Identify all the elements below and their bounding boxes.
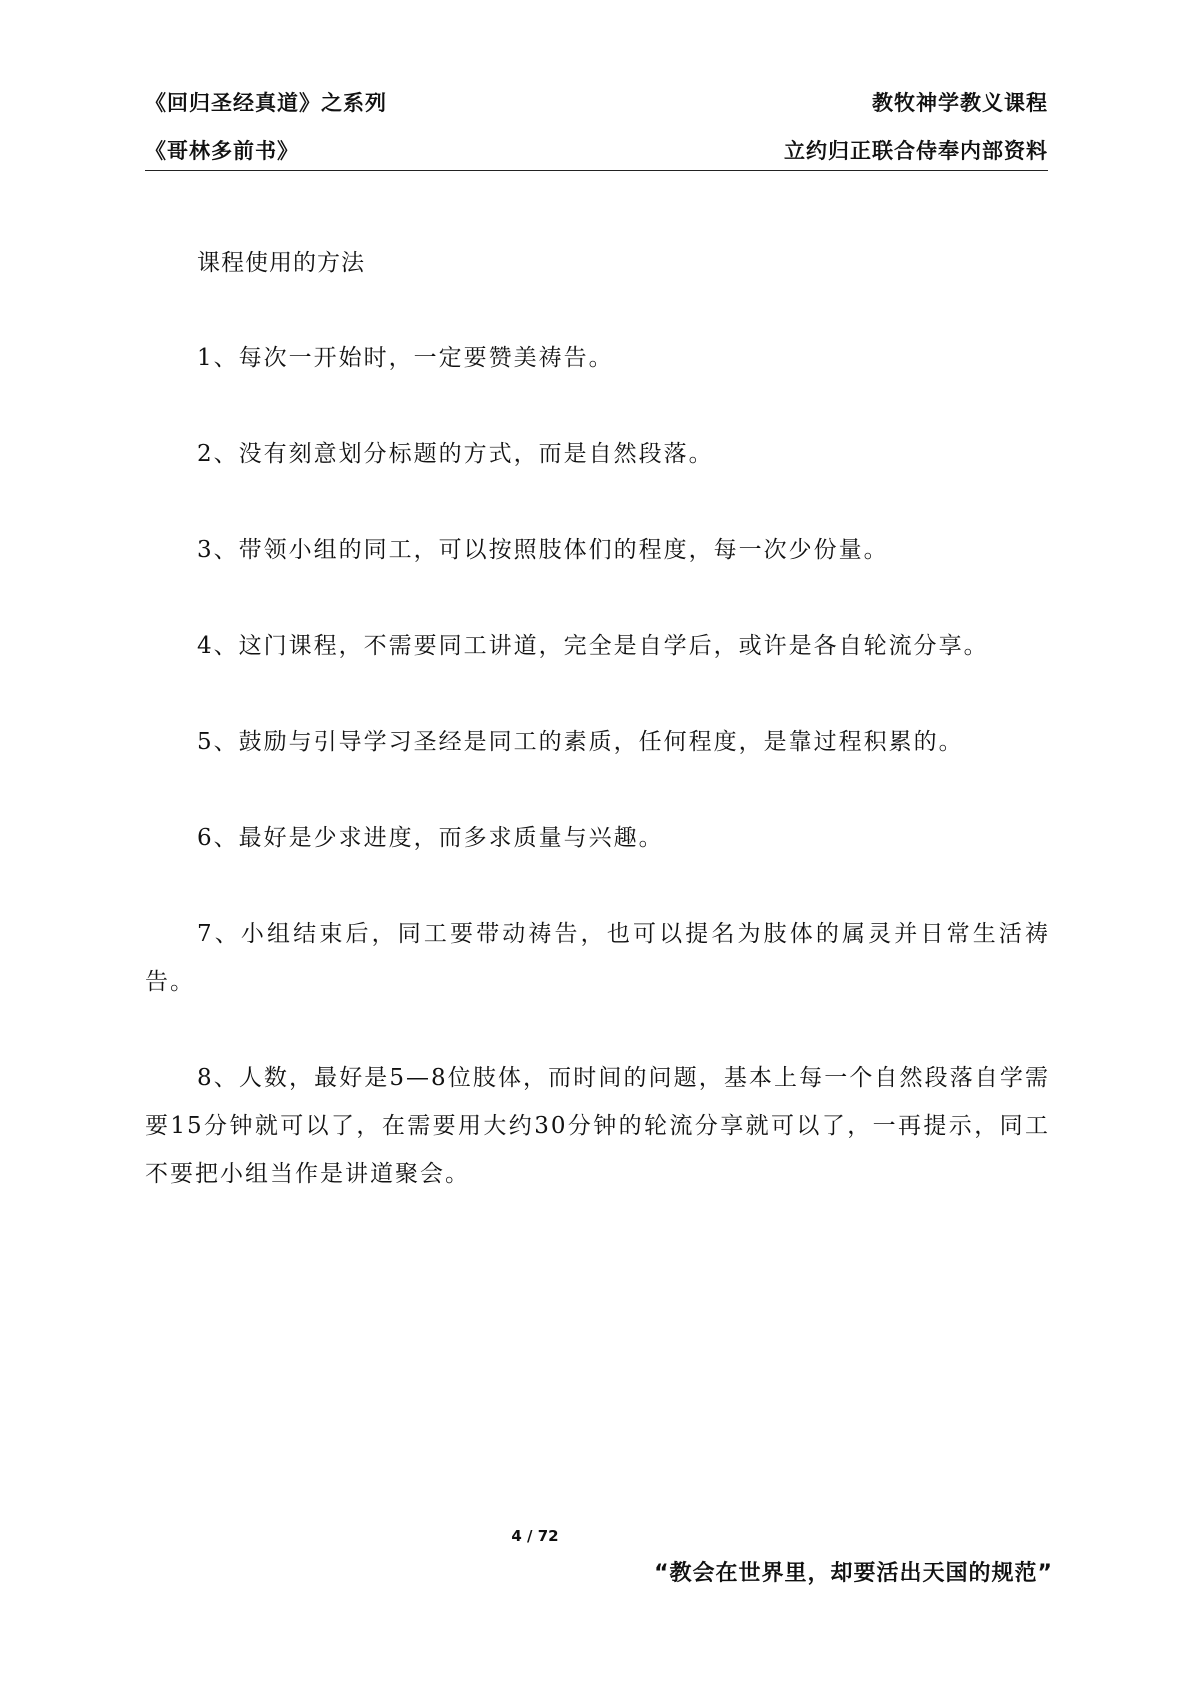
page-number: 4 / 72 bbox=[511, 1527, 559, 1545]
list-item-6: 6、最好是少求进度，而多求质量与兴趣。 bbox=[197, 825, 664, 851]
organization-label: 立约归正联合侍奉内部资料 bbox=[784, 139, 1048, 163]
document-body bbox=[145, 240, 1050, 1198]
series-title: 《回归圣经真道》之系列 bbox=[145, 91, 387, 115]
list-item-4: 4、这门课程，不需要同工讲道，完全是自学后，或许是各自轮流分享。 bbox=[197, 633, 989, 659]
book-title: 《哥林多前书》 bbox=[145, 139, 299, 163]
list-item-5: 5、鼓励与引导学习圣经是同工的素质，任何程度，是靠过程积累的。 bbox=[197, 729, 964, 755]
list-item-1: 1、每次一开始时，一定要赞美祷告。 bbox=[197, 345, 614, 371]
course-type: 教牧神学教义课程 bbox=[872, 91, 1048, 115]
list-item-7: 7、小组结束后，同工要带动祷告，也可以提名为肢体的属灵并日常生活祷告。 bbox=[145, 921, 1050, 995]
footer-motto: “教会在世界里，却要活出天国的规范” bbox=[654, 1561, 1053, 1586]
list-item-2: 2、没有刻意划分标题的方式，而是自然段落。 bbox=[197, 441, 714, 467]
section-title: 课程使用的方法 bbox=[197, 250, 365, 276]
page-header bbox=[145, 84, 1048, 171]
list-item-8: 8、人数，最好是5—8位肢体，而时间的问题，基本上每一个自然段落自学需要15分钟就可以了，在需要用大约30分钟的轮流分享就可以了，一再提示，同工不要把小组当作是讲道聚会。 bbox=[145, 1065, 1050, 1187]
list-item-3: 3、带领小组的同工，可以按照肢体们的程度，每一次少份量。 bbox=[197, 537, 889, 563]
